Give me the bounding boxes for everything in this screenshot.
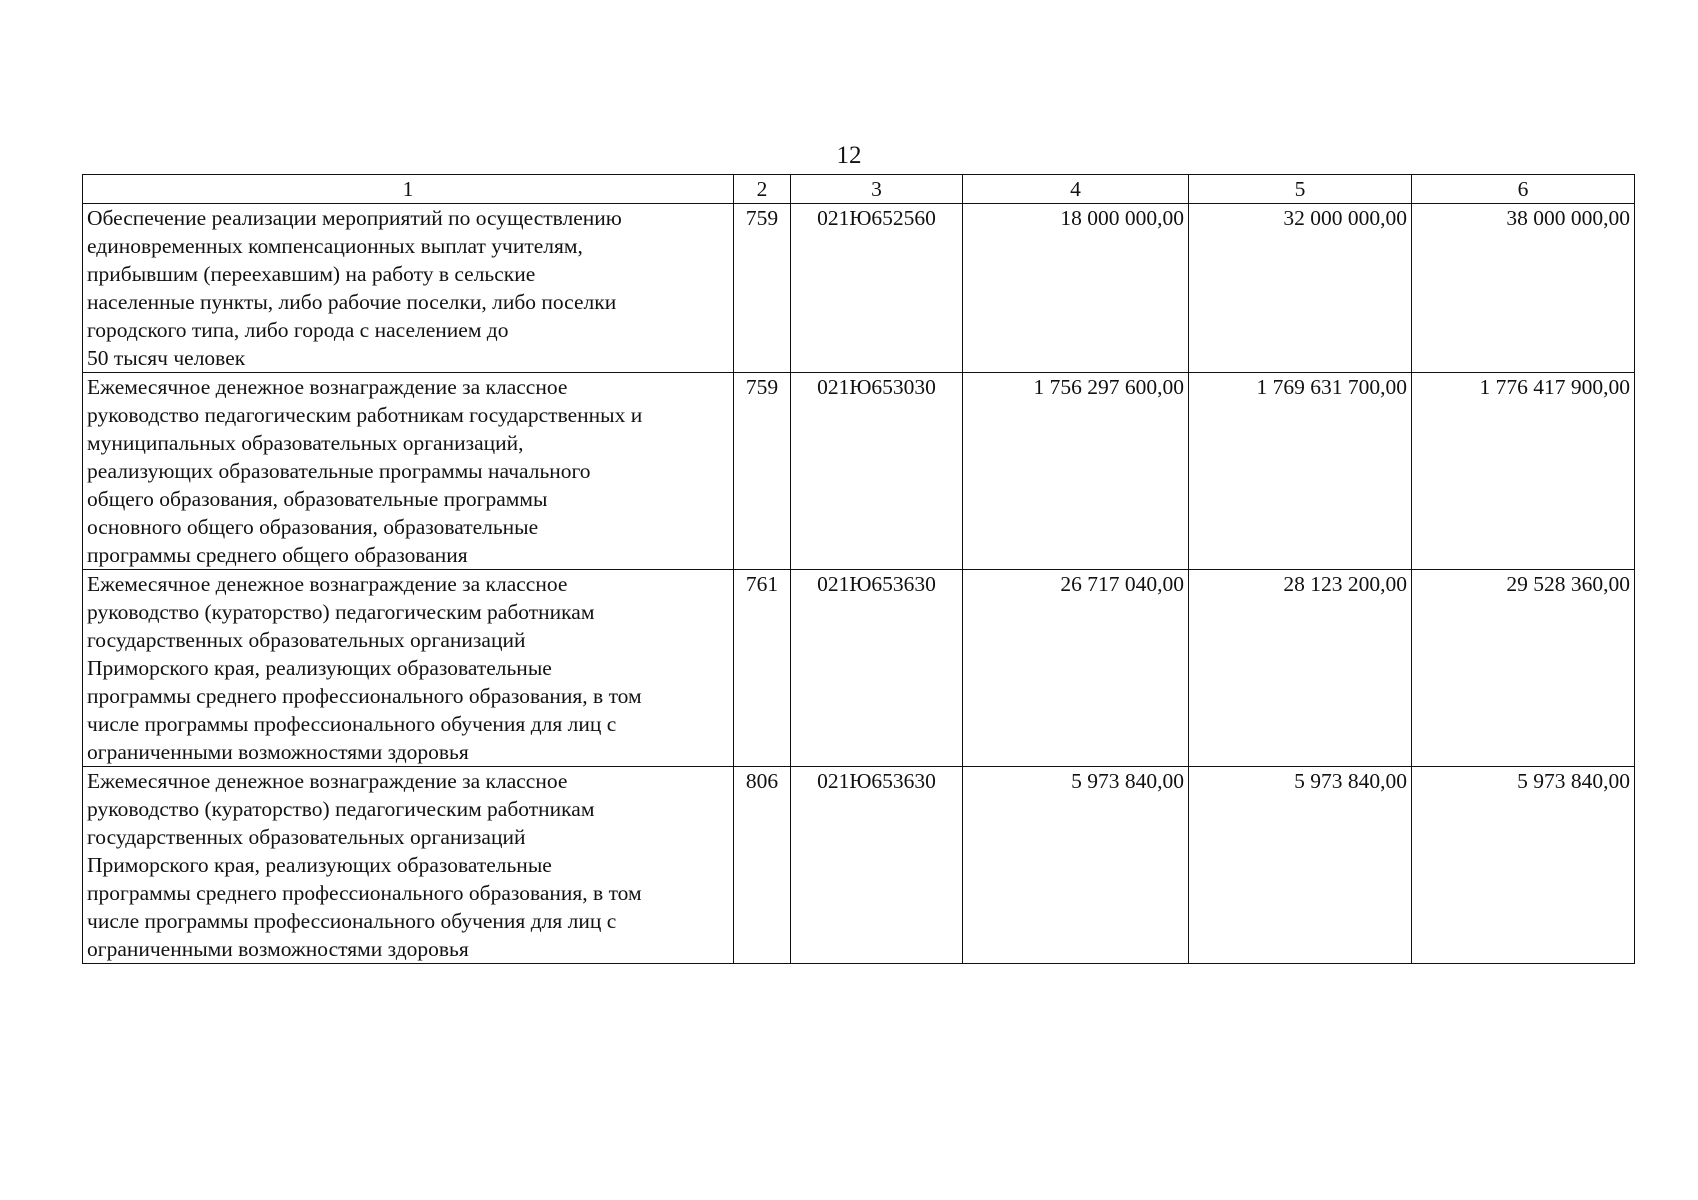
row-target-article: 021Ю653630 (791, 767, 963, 964)
row-description: Обеспечение реализации мероприятий по осуществлению единовременных компенсационных выплат учителям, прибывшим (переехавшим) на работу в сельские населенные пункты, либо рабочие поселки, либо поселки городского типа, либо города с населением до 50 тысяч человек (83, 204, 734, 373)
column-header-4: 4 (963, 175, 1189, 204)
column-header-6: 6 (1412, 175, 1635, 204)
row-amount-col5: 1 769 631 700,00 (1189, 373, 1412, 570)
row-amount-col6: 29 528 360,00 (1412, 570, 1635, 767)
table-row (83, 204, 1635, 373)
row-description: Ежемесячное денежное вознаграждение за классное руководство (кураторство) педагогическим работникам государственных образовательных организаций Приморского края, реализующих образовательные программы среднего профессионального образования, в том числе программы профессионального обучения для лиц с ограниченными возможностями здоровья (83, 767, 734, 964)
row-department-code: 759 (734, 373, 791, 570)
row-amount-col6: 38 000 000,00 (1412, 204, 1635, 373)
column-header-1: 1 (83, 175, 734, 204)
row-target-article: 021Ю653630 (791, 570, 963, 767)
row-amount-col5: 5 973 840,00 (1189, 767, 1412, 964)
column-header-3: 3 (791, 175, 963, 204)
row-department-code: 806 (734, 767, 791, 964)
row-amount-col6: 1 776 417 900,00 (1412, 373, 1635, 570)
row-amount-col5: 32 000 000,00 (1189, 204, 1412, 373)
row-amount-col6: 5 973 840,00 (1412, 767, 1635, 964)
row-amount-col5: 28 123 200,00 (1189, 570, 1412, 767)
column-header-2: 2 (734, 175, 791, 204)
row-amount-col4: 18 000 000,00 (963, 204, 1189, 373)
row-department-code: 761 (734, 570, 791, 767)
row-description: Ежемесячное денежное вознаграждение за классное руководство (кураторство) педагогическим работникам государственных образовательных организаций Приморского края, реализующих образовательные программы среднего профессионального образования, в том числе программы профессионального обучения для лиц с ограниченными возможностями здоровья (83, 570, 734, 767)
column-header-5: 5 (1189, 175, 1412, 204)
row-amount-col4: 5 973 840,00 (963, 767, 1189, 964)
row-target-article: 021Ю652560 (791, 204, 963, 373)
table-row (83, 767, 1635, 964)
budget-table (82, 174, 1635, 964)
row-department-code: 759 (734, 204, 791, 373)
row-amount-col4: 26 717 040,00 (963, 570, 1189, 767)
row-amount-col4: 1 756 297 600,00 (963, 373, 1189, 570)
row-description: Ежемесячное денежное вознаграждение за классное руководство педагогическим работникам государственных и муниципальных образовательных организаций, реализующих образовательные программы начального общего образования, образовательные программы основного общего образования, образовательные программы среднего общего образования (83, 373, 734, 570)
table-row (83, 570, 1635, 767)
row-target-article: 021Ю653030 (791, 373, 963, 570)
table-row (83, 373, 1635, 570)
column-number-row (83, 175, 1635, 204)
page-number: 12 (836, 142, 862, 169)
